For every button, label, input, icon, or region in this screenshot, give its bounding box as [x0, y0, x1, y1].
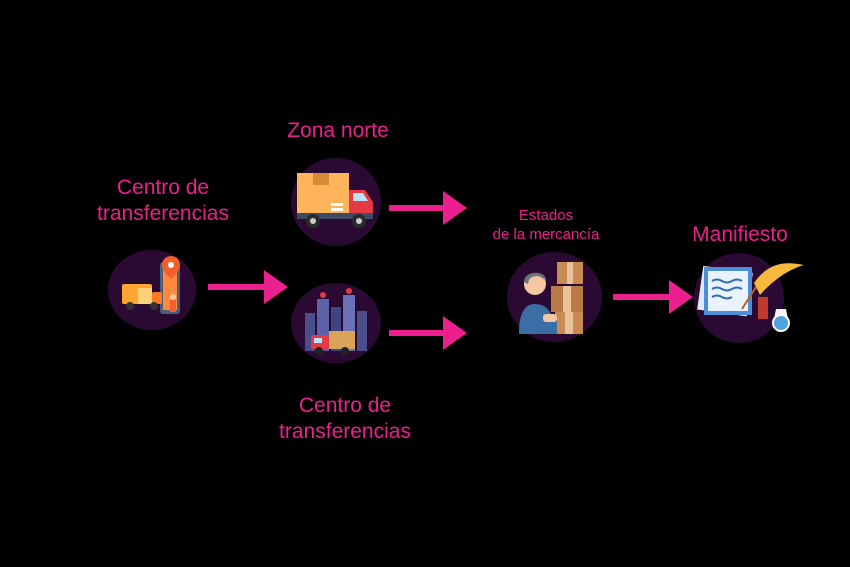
warehouse-truck-icon — [108, 250, 196, 330]
zona-norte-node — [291, 158, 381, 246]
manifiesto-title: Manifiesto — [692, 223, 788, 246]
estados-title-line2: de la mercancía — [492, 225, 600, 243]
bottom-node-title — [260, 393, 430, 446]
estados-title-line1: Estados — [518, 207, 574, 224]
manifest-document-icon — [694, 253, 806, 343]
zona-norte-title: Zona norte — [287, 119, 389, 142]
bottom-node-title-line1: Centro de — [298, 394, 392, 417]
arrow-to-bottom-center — [206, 266, 288, 308]
arrow-from-bottom-center — [387, 312, 467, 354]
delivery-truck-icon — [291, 158, 381, 246]
bottom-transfer-node — [291, 283, 381, 363]
arrow-from-zona-norte — [387, 187, 467, 229]
bottom-node-title-line2: transferencias — [279, 420, 411, 444]
transfer-center-node — [108, 250, 196, 330]
city-truck-icon — [291, 283, 381, 363]
arrow-to-manifiesto — [611, 276, 693, 318]
worker-boxes-icon — [507, 252, 602, 342]
left-node-title-line1: Centro de — [116, 176, 210, 199]
left-node-title-line2: transferencias — [97, 202, 229, 226]
estados-node — [507, 252, 602, 342]
estados-title — [466, 207, 626, 245]
left-node-title — [78, 175, 248, 228]
manifiesto-node — [694, 253, 784, 343]
